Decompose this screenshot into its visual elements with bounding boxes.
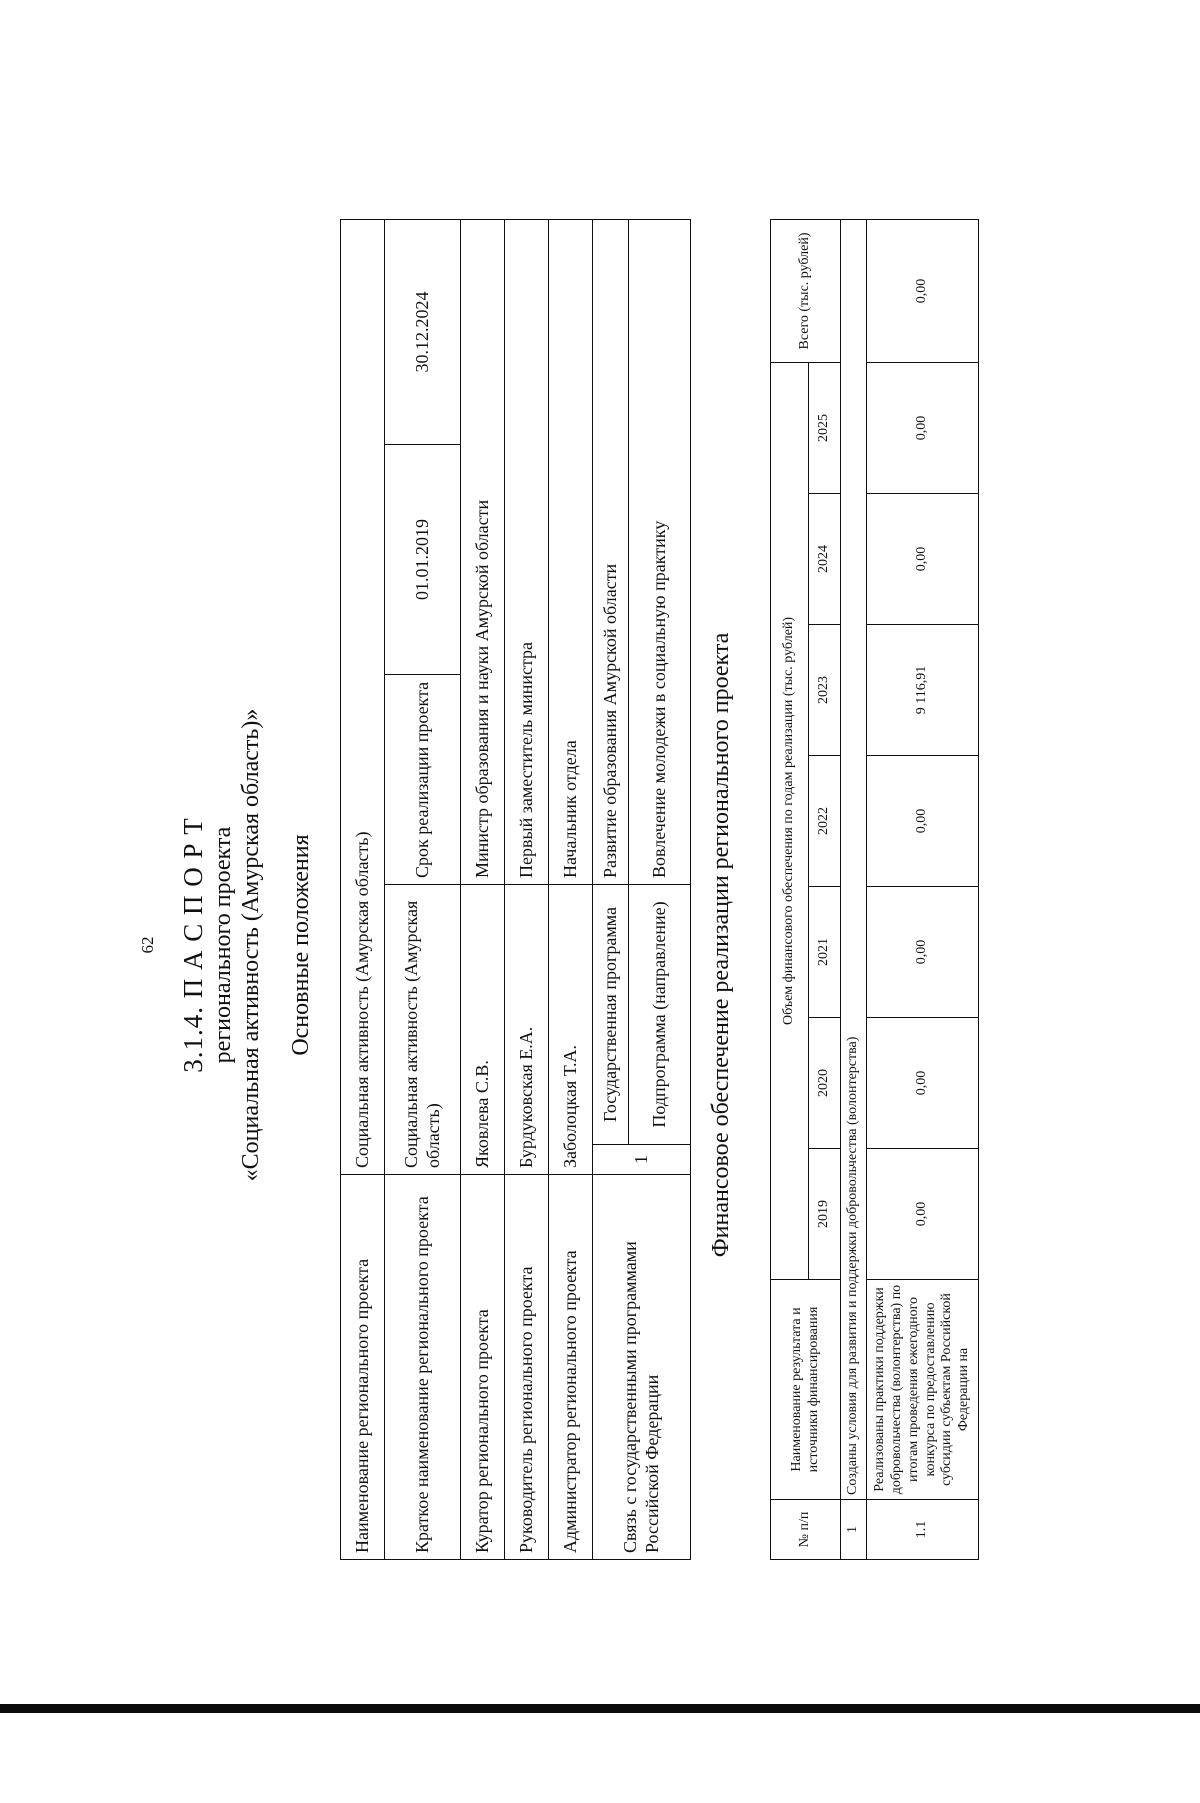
year-header: 2025: [809, 362, 841, 493]
financing-table: [770, 219, 979, 1560]
leader-label: Руководитель регионального проекта: [505, 1175, 549, 1560]
term-start-date: 01.01.2019: [385, 445, 461, 675]
value-cell: 0,00: [867, 1149, 979, 1280]
main-provisions-table: [340, 219, 691, 1560]
short-name-value: Социальная активность (Амурская область): [385, 885, 461, 1175]
leader-position: Первый заместитель министра: [505, 219, 549, 884]
curator-label: Куратор регионального проекта: [461, 1175, 505, 1560]
year-header: 2021: [809, 887, 841, 1018]
subprogram-value: Вовлечение молодежи в социальную практику: [629, 219, 691, 884]
project-name-label: Наименование регионального проекта: [341, 1175, 385, 1560]
link-label: Связь с государственными программами Российской Федерации: [593, 1175, 691, 1560]
admin-label: Администратор регионального проекта: [549, 1175, 593, 1560]
admin-name: Заболоцкая Т.А.: [549, 885, 593, 1175]
section-result-text: Созданы условия для развития и поддержки добровольчества (волонтерства): [841, 219, 867, 1499]
year-header: 2019: [809, 1149, 841, 1280]
section-heading-financing: Финансовое обеспечение реализации регионального проекта: [708, 632, 734, 1258]
leader-name: Бурдуковская Е.А.: [505, 885, 549, 1175]
term-label: Срок реализации проекта: [385, 675, 461, 885]
row-result-text: Реализованы практики поддержки добровольчества (волонтерства) по итогам проведения ежегодного конкурса по предоставлению субсидии субъектам Российской Федерации на: [867, 1280, 979, 1500]
value-cell: 0,00: [867, 494, 979, 625]
table-row: [841, 219, 867, 1559]
year-header: 2020: [809, 1018, 841, 1149]
link-number: 1: [593, 1145, 691, 1175]
project-name-value: Социальная активность (Амурская область): [341, 219, 385, 1174]
table-row: [341, 219, 385, 1559]
year-header: 2022: [809, 756, 841, 887]
col-header-volume: Объем финансового обеспечения по годам реализации (тыс. рублей): [771, 362, 809, 1279]
short-name-label: Краткое наименование регионального проекта: [385, 1175, 461, 1560]
curator-name: Яковлева С.В.: [461, 885, 505, 1175]
value-cell: 0,00: [867, 887, 979, 1018]
table-row: [867, 219, 979, 1559]
year-header: 2023: [809, 625, 841, 756]
term-end-date: 30.12.2024: [385, 219, 461, 444]
gov-program-label: Государственная программа: [593, 885, 629, 1145]
table-row: [505, 219, 549, 1559]
section-heading-main: Основные положения: [288, 834, 314, 1056]
value-cell: 0,00: [867, 1018, 979, 1149]
table-row: [461, 219, 505, 1559]
rotated-document-page: [0, 165, 1060, 1725]
curator-position: Министр образования и науки Амурской области: [461, 219, 505, 884]
value-cell: 0,00: [867, 756, 979, 887]
subprogram-label: Подпрограмма (направление): [629, 885, 691, 1145]
table-row: [385, 219, 461, 1559]
year-header: 2024: [809, 494, 841, 625]
section-number: 1: [841, 1500, 867, 1560]
col-header-total: Всего (тыс. рублей): [771, 219, 841, 362]
table-row: [549, 219, 593, 1559]
col-header-name: Наименование результата и источники финансирования: [771, 1280, 841, 1500]
value-cell: 0,00: [867, 362, 979, 493]
project-name-title: «Социальная активность (Амурская область)»: [238, 708, 264, 1182]
passport-subtitle: регионального проекта: [210, 826, 236, 1064]
total-cell: 0,00: [867, 219, 979, 362]
value-cell: 9 116,91: [867, 625, 979, 756]
admin-position: Начальник отдела: [549, 219, 593, 884]
page-number: 62: [138, 936, 157, 954]
table-row: [593, 219, 629, 1559]
col-header-number: № п/п: [771, 1500, 841, 1560]
row-number: 1.1: [867, 1500, 979, 1560]
table-row: [771, 219, 809, 1559]
gov-program-value: Развитие образования Амурской области: [593, 219, 629, 884]
passport-title: 3.1.4. П А С П О Р Т: [178, 817, 208, 1073]
